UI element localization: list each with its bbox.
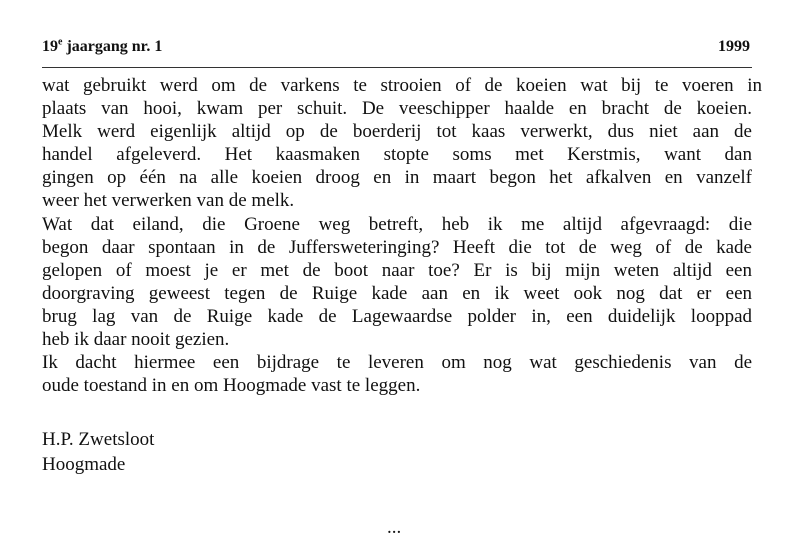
text-line: gingen op één na alle koeien droog en in maart begon het afkalven en vanzelf [42,167,752,189]
text-line: doorgraving geweest tegen de Ruige kade aan en ik weet ook nog dat er een [42,282,752,304]
article-body [42,74,762,477]
issue-rest: jaargang nr. 1 [66,38,163,55]
continuation-ellipsis: ... [387,517,402,538]
text-line: plaats van hooi, kwam per schuit. De veeschipper haalde en bracht de koeien. [42,98,752,120]
text-line: wat gebruikt werd om de varkens te strooien of de koeien wat bij te voeren in [42,75,762,96]
text-line: gelopen of moest je er met de boot naar toe? Er is bij mijn weten altijd een [42,259,752,281]
issue-label [42,35,162,59]
paragraph-1 [42,74,762,213]
text-line: handel afgeleverd. Het kaasmaken stopte soms met Kerstmis, want dan [42,144,752,166]
issue-superscript: e [58,36,63,48]
text-line: Wat dat eiland, die Groene weg betreft, heb ik me altijd afgevraagd: die [42,213,752,235]
author-name: H.P. Zwetsloot [42,429,155,451]
author-place: Hoogmade [42,454,126,476]
spacer [42,397,762,427]
issue-year: 1999 [718,38,750,55]
paragraph-2 [42,213,762,352]
page-header [42,35,750,59]
text-line: brug lag van de Ruige kade de Lagewaardse polder in, een duidelijk looppad [42,305,752,327]
text-line: Ik dacht hiermee een bijdrage te leveren om nog wat geschiedenis van de [42,352,752,374]
text-line: begon daar spontaan in de Juffersweteringing? Heeft die tot de weg of de kade [42,236,752,258]
text-line: oude toestand in en om Hoogmade vast te leggen. [42,375,421,397]
text-line: Melk werd eigenlijk altijd op de boerderij tot kaas verwerkt, dus niet aan de [42,121,752,143]
issue-number: 19 [42,38,58,55]
signature-block [42,427,762,477]
paragraph-3 [42,351,762,397]
text-line: heb ik daar nooit gezien. [42,329,230,351]
header-rule [42,67,752,68]
text-line: weer het verwerken van de melk. [42,190,295,212]
